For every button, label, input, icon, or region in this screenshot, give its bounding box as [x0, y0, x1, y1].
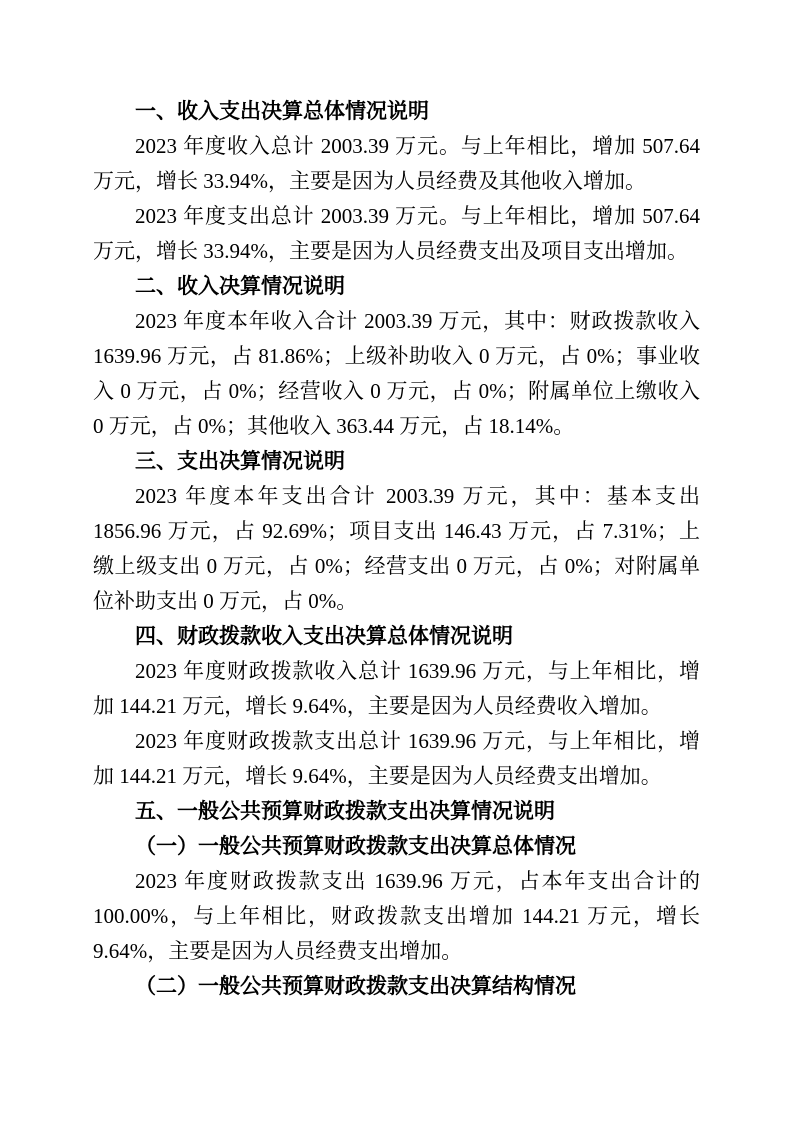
paragraph-expenditure-breakdown: 2023 年度本年支出合计 2003.39 万元，其中：基本支出 1856.96 万元，占 92.69%；项目支出 146.43 万元，占 7.31%；上缴上级支出 0 万元，占 0%；经营支出 0 万元，占 0%；对附属单位补助支出 0 万元，占 0%。 — [93, 484, 700, 613]
section-heading-public-budget-expenditure: 五、一般公共预算财政拨款支出决算情况说明 — [135, 800, 555, 823]
paragraph-revenue-breakdown: 2023 年度本年收入合计 2003.39 万元，其中：财政拨款收入 1639.96 万元，占 81.86%；上级补助收入 0 万元，占 0%；事业收入 0 万元，占 0%；经营收入 0 万元，占 0%；附属单位上缴收入 0 万元，占 0%；其他收入 363.44 万元，占 18.14%。 — [93, 309, 700, 438]
section-heading-expenditure-details: 三、支出决算情况说明 — [135, 450, 345, 473]
paragraph-public-budget-expenditure-detail: 2023 年度财政拨款支出 1639.96 万元，占本年支出合计的 100.00%，与上年相比，财政拨款支出增加 144.21 万元，增长 9.64%，主要是因为人员经费支出增加。 — [93, 869, 700, 963]
paragraph-fiscal-appropriation-expenditure: 2023 年度财政拨款支出总计 1639.96 万元，与上年相比，增加 144.21 万元，增长 9.64%，主要是因为人员经费支出增加。 — [93, 729, 700, 788]
paragraph-total-expenditure: 2023 年度支出总计 2003.39 万元。与上年相比，增加 507.64 万元，增长 33.94%，主要是因为人员经费支出及项目支出增加。 — [93, 204, 700, 263]
subsection-heading-overall-situation: （一）一般公共预算财政拨款支出决算总体情况 — [135, 835, 576, 858]
section-heading-revenue-expenditure-overview: 一、收入支出决算总体情况说明 — [135, 100, 429, 123]
subsection-heading-structure-situation: （二）一般公共预算财政拨款支出决算结构情况 — [135, 975, 576, 998]
section-heading-fiscal-appropriation-overview: 四、财政拨款收入支出决算总体情况说明 — [135, 625, 513, 648]
paragraph-total-revenue: 2023 年度收入总计 2003.39 万元。与上年相比，增加 507.64 万元，增长 33.94%，主要是因为人员经费及其他收入增加。 — [93, 134, 700, 193]
paragraph-fiscal-appropriation-revenue: 2023 年度财政拨款收入总计 1639.96 万元，与上年相比，增加 144.21 万元，增长 9.64%，主要是因为人员经费收入增加。 — [93, 659, 700, 718]
section-heading-revenue-details: 二、收入决算情况说明 — [135, 275, 345, 298]
